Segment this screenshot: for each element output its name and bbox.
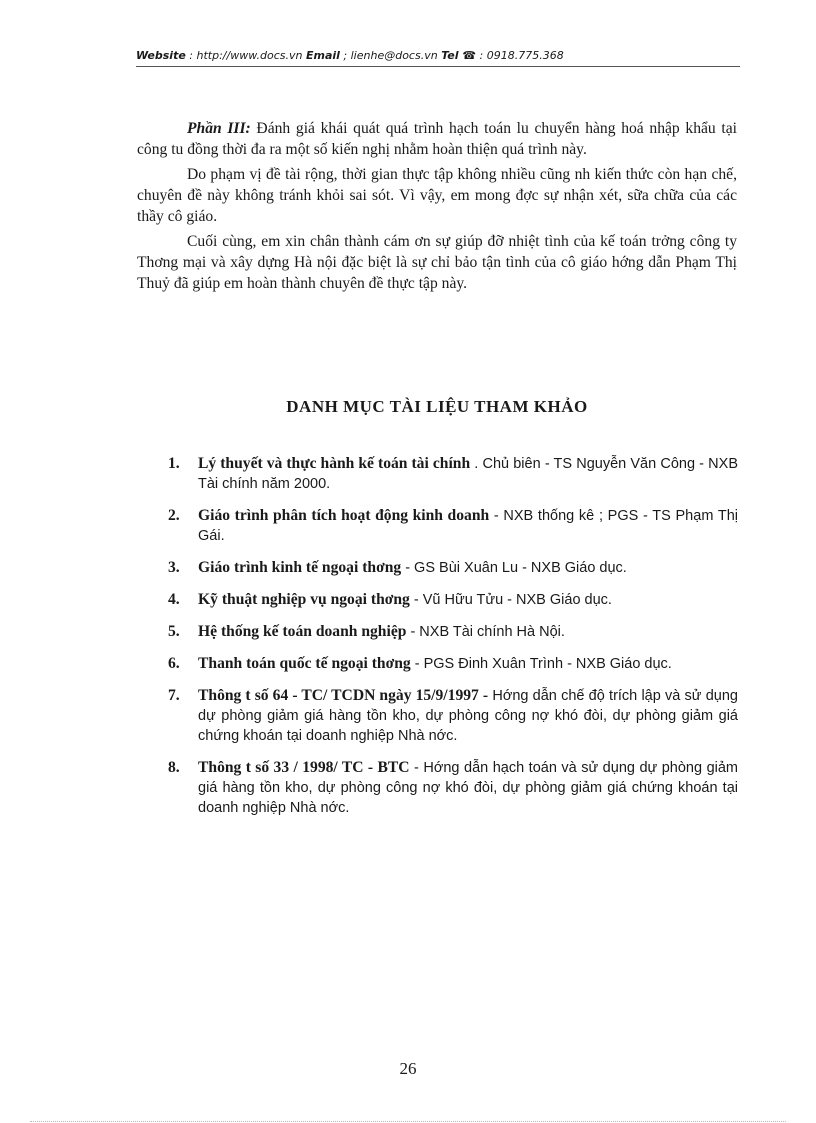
reference-item — [168, 686, 738, 746]
reference-item — [168, 758, 738, 818]
tel-value: : 0918.775.368 — [476, 49, 564, 62]
reference-details: . Chủ biên - TS Nguyễn Văn Công - NXB Tài chính năm 2000. — [198, 456, 738, 492]
reference-number: 4. — [168, 591, 180, 608]
reference-title: Thanh toán quốc tế ngoại thơng — [198, 655, 411, 672]
reference-item — [168, 654, 738, 674]
reference-title: Kỹ thuật nghiệp vụ ngoại thơng — [198, 591, 410, 608]
reference-item — [168, 558, 738, 578]
reference-details: Hớng dẫn chế độ trích lập và sử dụng dự phòng giảm giá hàng tồn kho, dự phòng công nợ khó đòi, dự phòng giảm giá chứng khoán tại doanh nghiệp Nhà nớc. — [198, 688, 738, 744]
paragraph-2: Do phạm vị đề tài rộng, thời gian thực tập không nhiều cũng nh kiến thức còn hạn chế, chuyên đề này không tránh khỏi sai sót. Vì vậy, em mong đợc sự nhận xét, sữa chữa của các thầy cô giáo. — [137, 166, 737, 225]
email-label: Email — [305, 49, 340, 62]
page-header — [136, 49, 740, 65]
reference-details: - NXB Tài chính Hà Nội. — [406, 624, 565, 640]
reference-number: 6. — [168, 655, 180, 672]
paragraph-3: Cuối cùng, em xin chân thành cám ơn sự giúp đỡ nhiệt tình của kế toán trởng công ty Thơng mại và xây dựng Hà nội đặc biệt là sự chỉ bảo tận tình của cô giáo hớng dẫn Phạm Thị Thuỷ đã giúp em hoàn thành chuyên đề thực tập này. — [137, 233, 737, 292]
footer-divider — [30, 1121, 786, 1122]
reference-details: - NXB thống kê ; PGS - TS Phạm Thị Gái. — [198, 508, 738, 544]
reference-details: - PGS Đinh Xuân Trình - NXB Giáo dục. — [410, 656, 672, 672]
reference-item — [168, 454, 738, 494]
part-label: Phần III: — [187, 120, 251, 137]
paragraph-1-text: Đánh giá khái quát quá trình hạch toán lu chuyển hàng hoá nhập khẩu tại công tu đồng thời đa ra một số kiến nghị nhằm hoàn thiện quá trình này. — [137, 120, 737, 158]
reference-item — [168, 590, 738, 610]
email-value: ; lienhe@docs.vn — [339, 49, 442, 62]
paragraph-1 — [137, 118, 737, 160]
reference-title: Lý thuyết và thực hành kế toán tài chính — [198, 455, 471, 472]
body-text — [137, 118, 737, 298]
reference-number: 8. — [168, 759, 180, 776]
reference-number: 1. — [168, 455, 180, 472]
website-value: : http://www.docs.vn — [185, 49, 306, 62]
reference-details: - Vũ Hữu Tửu - NXB Giáo dục. — [409, 592, 612, 608]
reference-item — [168, 622, 738, 642]
reference-details: - GS Bùi Xuân Lu - NXB Giáo dục. — [401, 560, 627, 576]
reference-title: Giáo trình phân tích hoạt động kinh doanh — [198, 507, 490, 524]
reference-number: 5. — [168, 623, 180, 640]
page-number: 26 — [399, 1059, 417, 1078]
references-list — [168, 454, 738, 818]
reference-title: Thông t số 33 / 1998/ TC - BTC — [198, 759, 410, 776]
reference-title: Giáo trình kinh tế ngoại thơng — [198, 559, 402, 576]
reference-item — [168, 506, 738, 546]
header-divider — [136, 66, 740, 67]
reference-number: 7. — [168, 687, 180, 704]
reference-number: 3. — [168, 559, 180, 576]
reference-title: Thông t số 64 - TC/ TCDN ngày 15/9/1997 - — [198, 687, 489, 704]
reference-title: Hệ thống kế toán doanh nghiệp — [198, 623, 407, 640]
reference-details: - Hớng dẫn hạch toán và sử dụng dự phòng giảm giá hàng tồn kho, dự phòng công nợ khó đòi, dự phòng giảm giá chứng khoán tại doanh nghiệp Nhà nớc. — [198, 760, 738, 816]
references-title: DANH MỤC TÀI LIỆU THAM KHẢO — [286, 397, 588, 416]
tel-label: Tel ☎ — [441, 49, 477, 62]
website-label: Website — [136, 49, 186, 62]
reference-number: 2. — [168, 507, 180, 524]
